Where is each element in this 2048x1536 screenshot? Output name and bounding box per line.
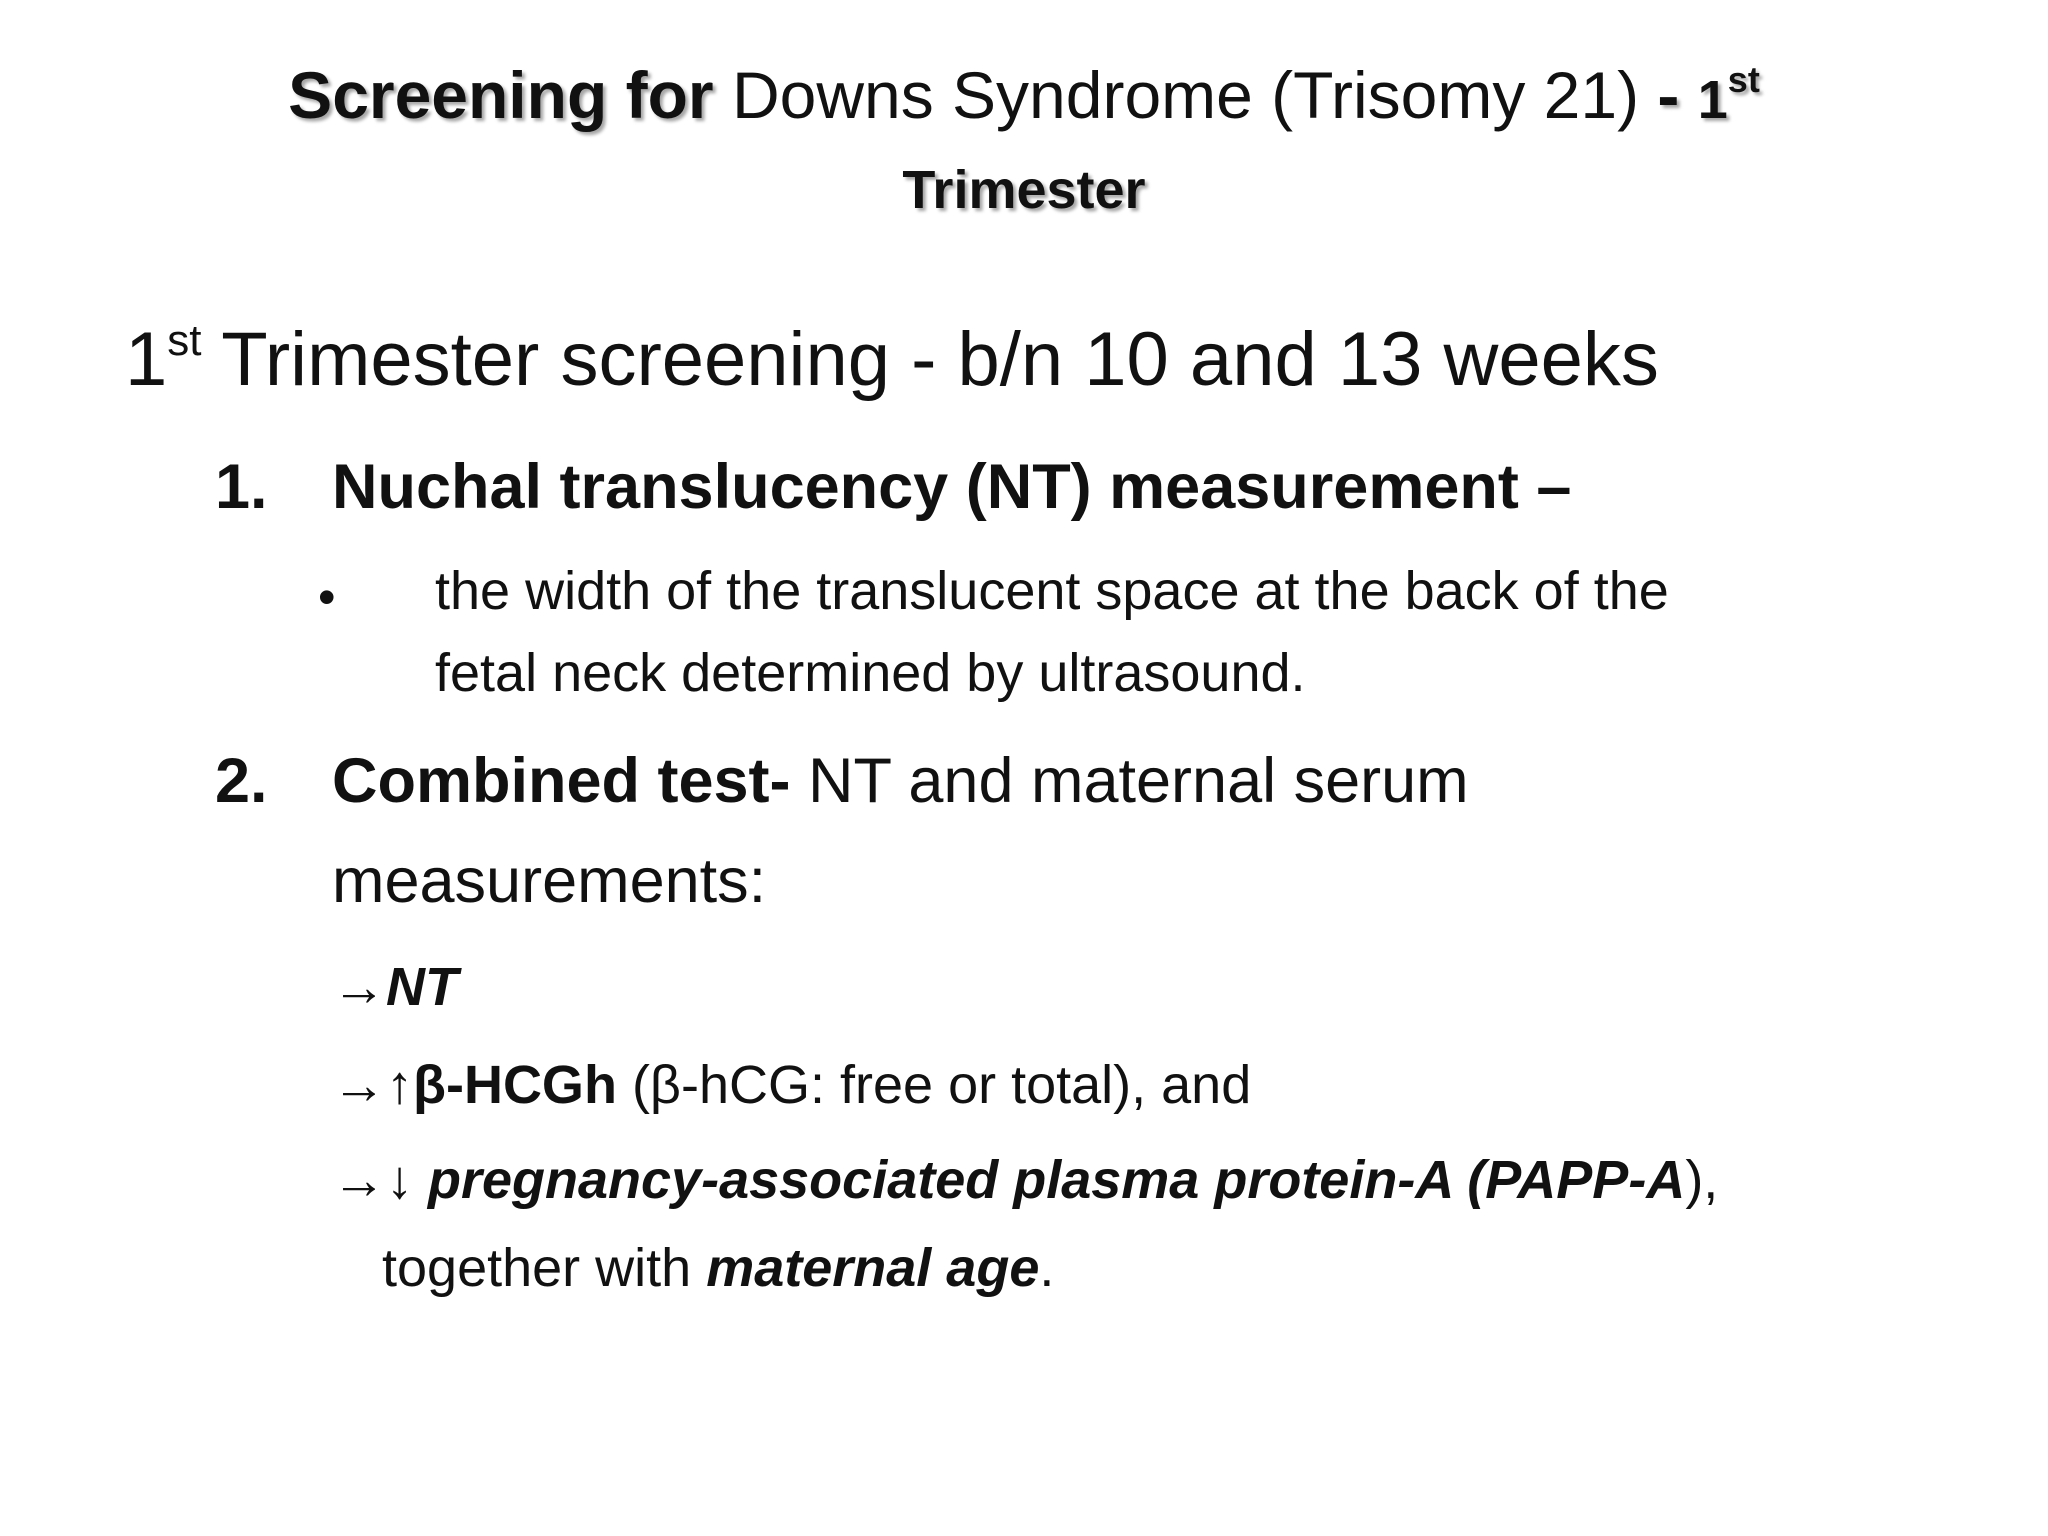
arrow-up-icon: →↑ [332, 1055, 413, 1115]
section-heading [125, 315, 1659, 405]
continuation-emphasis: maternal age [706, 1238, 1040, 1298]
title-dash: - [1657, 58, 1680, 132]
item1-detail-line2: fetal neck determined by ultrasound. [435, 643, 1306, 703]
title-ordinal-suffix: st [1727, 59, 1760, 100]
item2-line2: measurements: [332, 846, 767, 916]
marker-pappa-label: pregnancy-associated plasma protein-A (PAPP-A [428, 1150, 1686, 1210]
marker-hcg-rest: (β-hCG: free or total), and [631, 1055, 1252, 1115]
continuation-line [382, 1228, 1054, 1308]
title-part1: Screening for [288, 58, 714, 132]
item2-bold: Combined test- [332, 746, 791, 816]
item2-text [332, 742, 1469, 820]
marker-nt [332, 947, 458, 1027]
bullet-dot: • [318, 569, 336, 625]
marker-hcg [332, 1045, 1251, 1125]
title-part2: Downs Syndrome (Trisomy 21) [731, 58, 1640, 132]
heading-num: 1 [125, 317, 168, 402]
continuation-pre: together with [382, 1238, 692, 1298]
slide-title-line2: Trimester [902, 160, 1146, 220]
heading-suffix: st [167, 316, 202, 365]
item2-rest: NT and maternal serum [808, 746, 1469, 816]
marker-pappa [332, 1140, 1718, 1220]
title-ordinal-num: 1 [1697, 70, 1728, 130]
item1-detail-line1: the width of the translucent space at the back of the [435, 561, 1669, 621]
marker-pappa-rest: ), [1685, 1150, 1719, 1210]
arrow-right-icon: → [332, 957, 386, 1017]
heading-text: Trimester screening - b/n 10 and 13 weeks [221, 317, 1659, 402]
marker-hcg-label: β-HCGh [413, 1055, 617, 1115]
slide-title [0, 55, 2048, 140]
item1-number: 1. [215, 452, 268, 522]
item2-number: 2. [215, 746, 268, 816]
marker-nt-label: NT [386, 957, 458, 1017]
continuation-post: . [1039, 1238, 1055, 1298]
arrow-down-icon: →↓ [332, 1150, 413, 1210]
item1-text: Nuchal translucency (NT) measurement – [332, 452, 1572, 522]
